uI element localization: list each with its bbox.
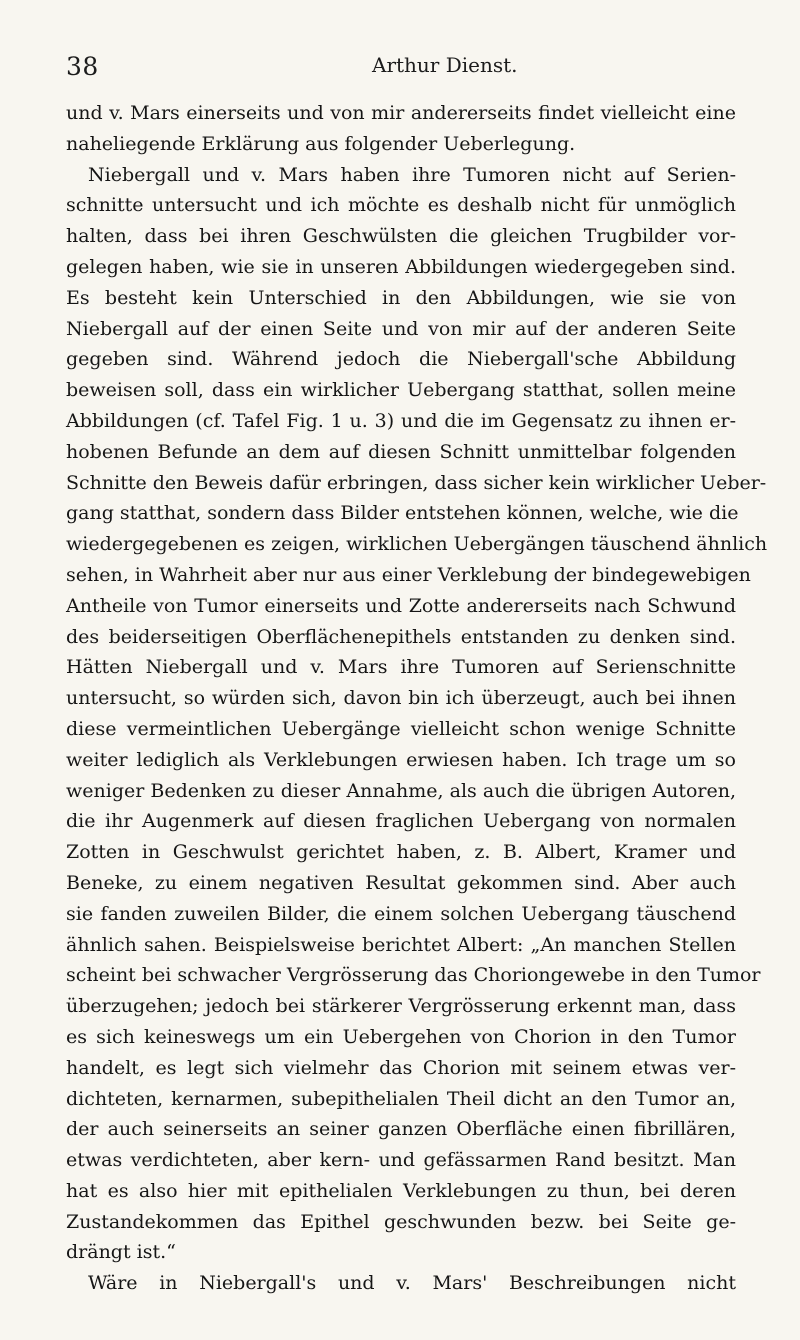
text-line: es sich keineswegs um ein Uebergehen von Chorion in den Tumor (66, 1025, 736, 1048)
text-line: Hätten Niebergall und v. Mars ihre Tumoren auf Serienschnitte (66, 656, 736, 679)
text-line: weniger Bedenken zu dieser Annahme, als auch die übrigen Autoren, (66, 779, 736, 802)
page-number: 38 (66, 52, 99, 81)
running-head: Arthur Dienst. (372, 53, 518, 77)
text-line: scheint bei schwacher Vergrösserung das Choriongewebe in den Tumor (66, 964, 761, 987)
text-line: beweisen soll, dass ein wirklicher Uebergang statthat, sollen meine (66, 379, 736, 402)
text-line: Wäre in Niebergall's und v. Mars' Beschreibungen nicht (88, 1272, 736, 1295)
text-line: drängt ist.“ (66, 1241, 176, 1264)
text-line: der auch seinerseits an seiner ganzen Oberfläche einen fibrillären, (66, 1118, 736, 1141)
text-line: Beneke, zu einem negativen Resultat gekommen sind. Aber auch (66, 871, 736, 894)
text-line: Schnitte den Beweis dafür erbringen, dass sicher kein wirklicher Ueber- (66, 471, 767, 494)
text-line: Antheile von Tumor einerseits und Zotte andererseits nach Schwund (66, 594, 736, 617)
body-text (66, 98, 768, 1299)
text-line: des beiderseitigen Oberflächenepithels entstanden zu denken sind. (66, 625, 736, 648)
text-line: Es besteht kein Unterschied in den Abbildungen, wie sie von (66, 286, 736, 309)
text-line: die ihr Augenmerk auf diesen fraglichen Uebergang von normalen (66, 810, 736, 833)
text-line: schnitte untersucht und ich möchte es deshalb nicht für unmöglich (66, 194, 736, 217)
text-line: halten, dass bei ihren Geschwülsten die gleichen Trugbilder vor- (66, 225, 736, 248)
text-line: Niebergall auf der einen Seite und von mir auf der anderen Seite (66, 317, 736, 340)
text-line: weiter lediglich als Verklebungen erwiesen haben. Ich trage um so (66, 748, 736, 771)
text-line: gegeben sind. Während jedoch die Niebergall'sche Abbildung (66, 348, 736, 371)
text-line: hobenen Befunde an dem auf diesen Schnitt unmittelbar folgenden (66, 440, 736, 463)
text-line: ähnlich sahen. Beispielsweise berichtet Albert: „An manchen Stellen (66, 933, 736, 956)
text-line: wiedergegebenen es zeigen, wirklichen Uebergängen täuschend ähnlich (66, 533, 768, 556)
text-line: Niebergall und v. Mars haben ihre Tumoren nicht auf Serien- (88, 163, 736, 186)
text-line: dichteten, kernarmen, subepithelialen Theil dicht an den Tumor an, (66, 1087, 736, 1110)
text-line: naheliegende Erklärung aus folgender Ueberlegung. (66, 132, 576, 155)
text-line: sie fanden zuweilen Bilder, die einem solchen Uebergang täuschend (66, 902, 736, 925)
page-header (66, 48, 752, 84)
text-line: gang statthat, sondern dass Bilder entstehen können, welche, wie die (66, 502, 739, 525)
text-line: überzugehen; jedoch bei stärkerer Vergrösserung erkennt man, dass (66, 995, 736, 1018)
text-line: Abbildungen (cf. Tafel Fig. 1 u. 3) und die im Gegensatz zu ihnen er- (66, 409, 736, 432)
text-line: diese vermeintlichen Uebergänge vielleicht schon wenige Schnitte (66, 717, 736, 740)
text-line: und v. Mars einerseits und von mir andererseits findet vielleicht eine (66, 102, 736, 124)
text-line: Zustandekommen das Epithel geschwunden bezw. bei Seite ge- (66, 1210, 736, 1233)
text-line: Zotten in Geschwulst gerichtet haben, z. B. Albert, Kramer und (66, 841, 736, 864)
text-line: sehen, in Wahrheit aber nur aus einer Verklebung der bindegewebigen (66, 563, 751, 586)
text-line: hat es also hier mit epithelialen Verklebungen zu thun, bei deren (66, 1179, 736, 1202)
text-line: handelt, es legt sich vielmehr das Chorion mit seinem etwas ver- (66, 1056, 736, 1079)
text-line: gelegen haben, wie sie in unseren Abbildungen wiedergegeben sind. (66, 255, 736, 278)
text-line: untersucht, so würden sich, davon bin ich überzeugt, auch bei ihnen (66, 687, 736, 710)
text-line: etwas verdichteten, aber kern- und gefässarmen Rand besitzt. Man (66, 1149, 736, 1172)
